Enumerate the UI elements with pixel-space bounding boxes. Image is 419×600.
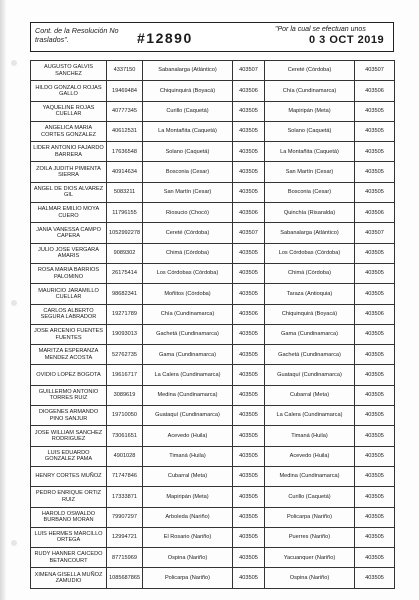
person-name-cell: LUIS EDUARDO GONZALEZ PAMA xyxy=(31,446,107,466)
header-right-caption: "Por la cual se efectuan unos xyxy=(275,26,366,33)
id-number-cell: 17333871 xyxy=(107,487,143,507)
person-name-cell: CARLOS ALBERTO SEGURA LABRADOR xyxy=(31,304,107,324)
destination-location-cell: Policarpa (Nariño) xyxy=(265,507,355,527)
person-name-cell: JOSE ARCENIO FUENTES FUENTES xyxy=(31,324,107,344)
table-row xyxy=(31,61,395,81)
id-number-cell: 1085687865 xyxy=(107,568,143,588)
destination-location-cell: Chiquinquirá (Boyacá) xyxy=(265,304,355,324)
origin-location-cell: Acevedo (Huila) xyxy=(143,426,233,446)
person-name-cell: GUILLERMO ANTONIO TORRES RUIZ xyxy=(31,385,107,405)
origin-code-cell: 403505 xyxy=(233,162,265,182)
id-number-cell: 52762735 xyxy=(107,345,143,365)
table-row xyxy=(31,426,395,446)
destination-location-cell: Sabanalarga (Atlántico) xyxy=(265,223,355,243)
id-number-cell: 3089619 xyxy=(107,385,143,405)
resolution-date-stamp: 0 3 OCT 2019 xyxy=(309,34,385,46)
destination-code-cell: 403507 xyxy=(355,61,395,81)
table-row xyxy=(31,162,395,182)
destination-code-cell: 403505 xyxy=(355,446,395,466)
table-row xyxy=(31,223,395,243)
destination-code-cell: 403505 xyxy=(355,182,395,202)
table-row xyxy=(31,365,395,385)
person-name-cell: JOSE WILLIAM SANCHEZ RODRIGUEZ xyxy=(31,426,107,446)
table-row xyxy=(31,345,395,365)
id-number-cell: 40612531 xyxy=(107,121,143,141)
id-number-cell: 4337150 xyxy=(107,61,143,81)
table-row xyxy=(31,101,395,121)
origin-location-cell: Gama (Cundinamarca) xyxy=(143,345,233,365)
origin-code-cell: 403505 xyxy=(233,243,265,263)
origin-code-cell: 403505 xyxy=(233,142,265,162)
origin-code-cell: 403505 xyxy=(233,548,265,568)
person-name-cell: ANGEL DE DIOS ALVAREZ GIL xyxy=(31,182,107,202)
origin-code-cell: 403505 xyxy=(233,406,265,426)
table-row xyxy=(31,324,395,344)
origin-code-cell: 403506 xyxy=(233,81,265,101)
resolution-number-value: 12890 xyxy=(146,30,193,46)
binder-hole xyxy=(11,540,17,546)
origin-code-cell: 403505 xyxy=(233,466,265,486)
origin-code-cell: 403505 xyxy=(233,345,265,365)
origin-location-cell: Mapiripán (Meta) xyxy=(143,487,233,507)
origin-location-cell: Curillo (Caquetá) xyxy=(143,101,233,121)
destination-location-cell: Medina (Cundinamarca) xyxy=(265,466,355,486)
table-row xyxy=(31,203,395,223)
origin-location-cell: La Calera (Cundinamarca) xyxy=(143,365,233,385)
origin-location-cell: Moñitos (Córdoba) xyxy=(143,284,233,304)
table-row xyxy=(31,121,395,141)
origin-location-cell: Sabanalarga (Atlántico) xyxy=(143,61,233,81)
person-name-cell: JULIO JOSE VERGARA AMARIS xyxy=(31,243,107,263)
id-number-cell: 40777345 xyxy=(107,101,143,121)
origin-location-cell: Los Córdobas (Córdoba) xyxy=(143,263,233,283)
id-number-cell: 26175414 xyxy=(107,263,143,283)
destination-location-cell: Bosconia (Cesar) xyxy=(265,182,355,202)
id-number-cell: 71747846 xyxy=(107,466,143,486)
id-number-cell: 19469484 xyxy=(107,81,143,101)
origin-code-cell: 403505 xyxy=(233,182,265,202)
origin-code-cell: 403505 xyxy=(233,365,265,385)
resolution-number xyxy=(137,30,193,46)
origin-location-cell: Medina (Cundinamarca) xyxy=(143,385,233,405)
id-number-cell: 5083211 xyxy=(107,182,143,202)
table-row xyxy=(31,446,395,466)
destination-code-cell: 403505 xyxy=(355,406,395,426)
destination-code-cell: 403506 xyxy=(355,203,395,223)
id-number-cell: 19271789 xyxy=(107,304,143,324)
origin-code-cell: 403506 xyxy=(233,203,265,223)
origin-location-cell: Guataquí (Cundinamarca) xyxy=(143,406,233,426)
table-row xyxy=(31,507,395,527)
person-name-cell: RUDY HANNER CAICEDO BETANCOURT xyxy=(31,548,107,568)
origin-location-cell: Cereté (Córdoba) xyxy=(143,223,233,243)
origin-location-cell: El Rosario (Nariño) xyxy=(143,527,233,547)
destination-location-cell: Gachetá (Cundinamarca) xyxy=(265,345,355,365)
destination-location-cell: Acevedo (Huila) xyxy=(265,446,355,466)
binder-hole xyxy=(11,300,17,306)
destination-location-cell: Puerres (Nariño) xyxy=(265,527,355,547)
destination-code-cell: 403505 xyxy=(355,507,395,527)
destination-code-cell: 403505 xyxy=(355,385,395,405)
destination-location-cell: Taraza (Antioquia) xyxy=(265,284,355,304)
destination-location-cell: Curillo (Caquetá) xyxy=(265,487,355,507)
destination-location-cell: Los Córdobas (Córdoba) xyxy=(265,243,355,263)
destination-code-cell: 403505 xyxy=(355,243,395,263)
destination-location-cell: Mapiripán (Meta) xyxy=(265,101,355,121)
destination-location-cell: Yacuanquer (Nariño) xyxy=(265,548,355,568)
origin-code-cell: 403507 xyxy=(233,223,265,243)
id-number-cell: 98682341 xyxy=(107,284,143,304)
origin-location-cell: La Montañita (Caquetá) xyxy=(143,121,233,141)
destination-location-cell: Solano (Caquetá) xyxy=(265,121,355,141)
table-row xyxy=(31,243,395,263)
destination-code-cell: 403505 xyxy=(355,284,395,304)
id-number-cell: 12994721 xyxy=(107,527,143,547)
origin-location-cell: Solano (Caquetá) xyxy=(143,142,233,162)
header-left-caption xyxy=(35,26,119,44)
id-number-cell: 19710050 xyxy=(107,406,143,426)
origin-code-cell: 403505 xyxy=(233,121,265,141)
origin-code-cell: 403505 xyxy=(233,487,265,507)
binder-hole xyxy=(11,60,17,66)
origin-location-cell: Chía (Cundinamarca) xyxy=(143,304,233,324)
destination-location-cell: Guataquí (Cundinamarca) xyxy=(265,365,355,385)
id-number-cell: 17636548 xyxy=(107,142,143,162)
transfers-table xyxy=(30,60,395,589)
person-name-cell: HILDO GONZALO ROJAS GALLO xyxy=(31,81,107,101)
id-number-cell: 1052992278 xyxy=(107,223,143,243)
origin-code-cell: 403507 xyxy=(233,61,265,81)
destination-location-cell: Chimá (Córdoba) xyxy=(265,263,355,283)
resolution-header xyxy=(30,22,394,52)
person-name-cell: HENRY CORTES MUÑOZ xyxy=(31,466,107,486)
id-number-cell: 9089302 xyxy=(107,243,143,263)
number-hash: # xyxy=(137,30,147,46)
person-name-cell: OVIDIO LOPEZ BOGOTA xyxy=(31,365,107,385)
origin-code-cell: 403505 xyxy=(233,101,265,121)
origin-location-cell: Arboleda (Nariño) xyxy=(143,507,233,527)
person-name-cell: MAURICIO JARAMILLO CUELLAR xyxy=(31,284,107,304)
destination-code-cell: 403506 xyxy=(355,304,395,324)
destination-code-cell: 403505 xyxy=(355,324,395,344)
person-name-cell: DIOGENES ARMANDO PINO SANJUR xyxy=(31,406,107,426)
destination-code-cell: 403505 xyxy=(355,365,395,385)
origin-code-cell: 403505 xyxy=(233,568,265,588)
origin-code-cell: 403506 xyxy=(233,304,265,324)
person-name-cell: ANGELICA MARIA CORTES GONZALEZ xyxy=(31,121,107,141)
origin-location-cell: Chiquinquirá (Boyacá) xyxy=(143,81,233,101)
destination-code-cell: 403505 xyxy=(355,162,395,182)
table-row xyxy=(31,142,395,162)
id-number-cell: 40914634 xyxy=(107,162,143,182)
destination-code-cell: 403505 xyxy=(355,142,395,162)
destination-location-cell: La Calera (Cundinamarca) xyxy=(265,406,355,426)
destination-code-cell: 403505 xyxy=(355,121,395,141)
table-row xyxy=(31,466,395,486)
table-row xyxy=(31,406,395,426)
destination-code-cell: 403505 xyxy=(355,263,395,283)
table-row xyxy=(31,263,395,283)
transfers-table-body xyxy=(31,61,395,589)
origin-code-cell: 403505 xyxy=(233,527,265,547)
table-row xyxy=(31,568,395,588)
destination-location-cell: Gama (Cundinamarca) xyxy=(265,324,355,344)
person-name-cell: MARITZA ESPERANZA MENDEZ ACOSTA xyxy=(31,345,107,365)
destination-code-cell: 403505 xyxy=(355,568,395,588)
person-name-cell: AUGUSTO GALVIS SANCHEZ xyxy=(31,61,107,81)
destination-location-cell: Cubarral (Meta) xyxy=(265,385,355,405)
person-name-cell: YAQUELINE ROJAS CUELLAR xyxy=(31,101,107,121)
origin-location-cell: Timaná (Huila) xyxy=(143,446,233,466)
id-number-cell: 19616717 xyxy=(107,365,143,385)
person-name-cell: JANIA VANESSA CAMPO CAPERA xyxy=(31,223,107,243)
person-name-cell: XIMENA GISELLA MUÑOZ ZAMUDIO xyxy=(31,568,107,588)
id-number-cell: 87715969 xyxy=(107,548,143,568)
destination-location-cell: Timaná (Huila) xyxy=(265,426,355,446)
origin-location-cell: Policarpa (Nariño) xyxy=(143,568,233,588)
person-name-cell: HALMAR EMILIO MOYA CUERO xyxy=(31,203,107,223)
destination-code-cell: 403505 xyxy=(355,466,395,486)
table-row xyxy=(31,304,395,324)
table-row xyxy=(31,527,395,547)
table-row xyxy=(31,385,395,405)
person-name-cell: LIDER ANTONIO FAJARDO BARRERA xyxy=(31,142,107,162)
origin-location-cell: Ospina (Nariño) xyxy=(143,548,233,568)
destination-code-cell: 403505 xyxy=(355,345,395,365)
origin-code-cell: 403505 xyxy=(233,324,265,344)
destination-code-cell: 403505 xyxy=(355,101,395,121)
person-name-cell: ROSA MARIA BARRIOS PALOMINO xyxy=(31,263,107,283)
origin-location-cell: Riosucio (Chocó) xyxy=(143,203,233,223)
destination-location-cell: Cereté (Córdoba) xyxy=(265,61,355,81)
destination-code-cell: 403505 xyxy=(355,487,395,507)
destination-location-cell: La Montañita (Caquetá) xyxy=(265,142,355,162)
table-row xyxy=(31,487,395,507)
id-number-cell: 4901028 xyxy=(107,446,143,466)
destination-location-cell: San Martín (Cesar) xyxy=(265,162,355,182)
page-edge-shadow xyxy=(0,0,6,600)
id-number-cell: 11796155 xyxy=(107,203,143,223)
destination-location-cell: Chía (Cundinamarca) xyxy=(265,81,355,101)
destination-location-cell: Quinchía (Risaralda) xyxy=(265,203,355,223)
origin-location-cell: Gachetá (Cundinamarca) xyxy=(143,324,233,344)
origin-location-cell: Chimá (Córdoba) xyxy=(143,243,233,263)
person-name-cell: ZOILA JUDITH PIMIENTA SIERRA xyxy=(31,162,107,182)
person-name-cell: LUIS HERMES MARCILLO ORTEGA xyxy=(31,527,107,547)
table-row xyxy=(31,81,395,101)
origin-location-cell: San Martín (Cesar) xyxy=(143,182,233,202)
id-number-cell: 73061651 xyxy=(107,426,143,446)
origin-code-cell: 403505 xyxy=(233,507,265,527)
destination-code-cell: 403505 xyxy=(355,527,395,547)
table-row xyxy=(31,284,395,304)
origin-location-cell: Cubarral (Meta) xyxy=(143,466,233,486)
table-row xyxy=(31,548,395,568)
table-row xyxy=(31,182,395,202)
origin-code-cell: 403505 xyxy=(233,263,265,283)
destination-location-cell: Ospina (Nariño) xyxy=(265,568,355,588)
id-number-cell: 19093013 xyxy=(107,324,143,344)
origin-code-cell: 403505 xyxy=(233,284,265,304)
header-left-line2: traslados". xyxy=(35,35,69,44)
destination-code-cell: 403505 xyxy=(355,548,395,568)
origin-code-cell: 403505 xyxy=(233,446,265,466)
destination-code-cell: 403506 xyxy=(355,81,395,101)
header-left-line1: Cont. de la Resolución No xyxy=(35,26,119,35)
origin-location-cell: Bosconia (Cesar) xyxy=(143,162,233,182)
destination-code-cell: 403507 xyxy=(355,223,395,243)
destination-code-cell: 403505 xyxy=(355,426,395,446)
id-number-cell: 79907297 xyxy=(107,507,143,527)
person-name-cell: PEDRO ENRIQUE ORTIZ RUIZ xyxy=(31,487,107,507)
origin-code-cell: 403505 xyxy=(233,385,265,405)
person-name-cell: HAROLD OSWALDO BURBANO MORAN xyxy=(31,507,107,527)
origin-code-cell: 403505 xyxy=(233,426,265,446)
